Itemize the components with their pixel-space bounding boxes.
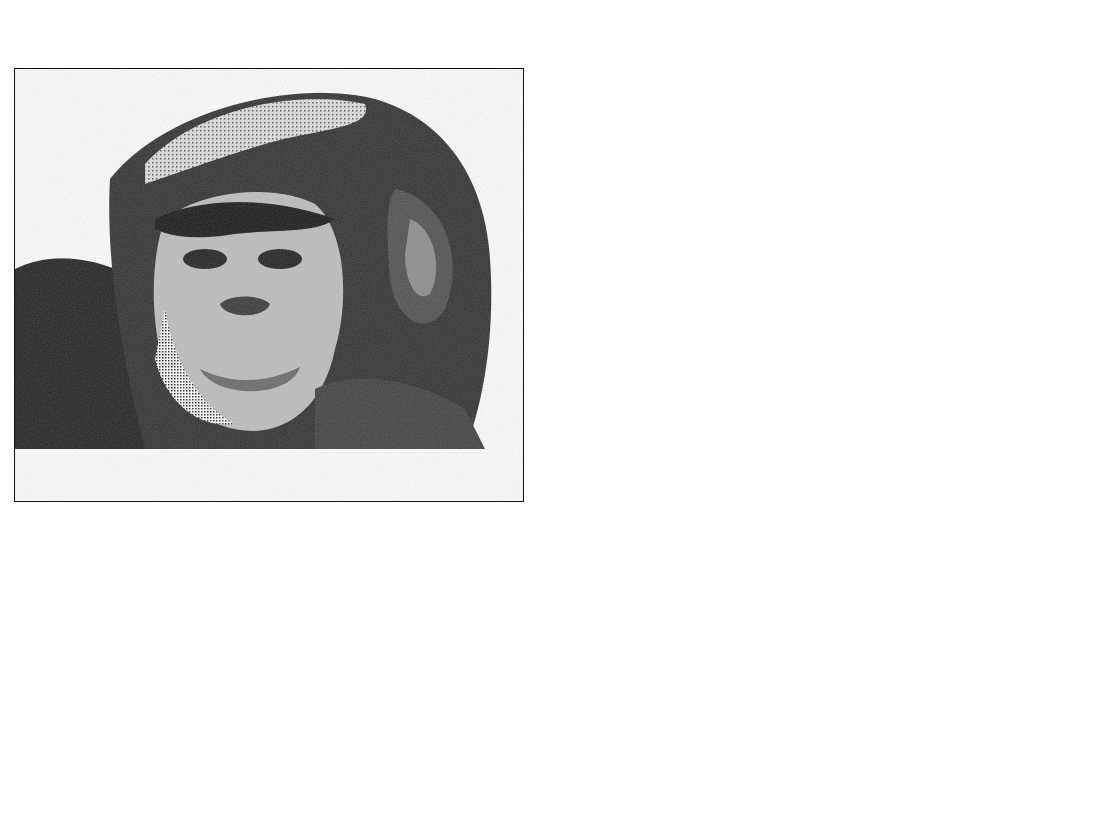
left-page	[0, 0, 545, 832]
spectrogram-surface-plot	[578, 60, 1098, 460]
figure-spectrogram-3d	[578, 60, 1098, 460]
chimpanzee-halftone-illustration	[15, 69, 523, 501]
figure-chimpanzee-image	[14, 68, 524, 502]
right-page	[560, 0, 1100, 832]
